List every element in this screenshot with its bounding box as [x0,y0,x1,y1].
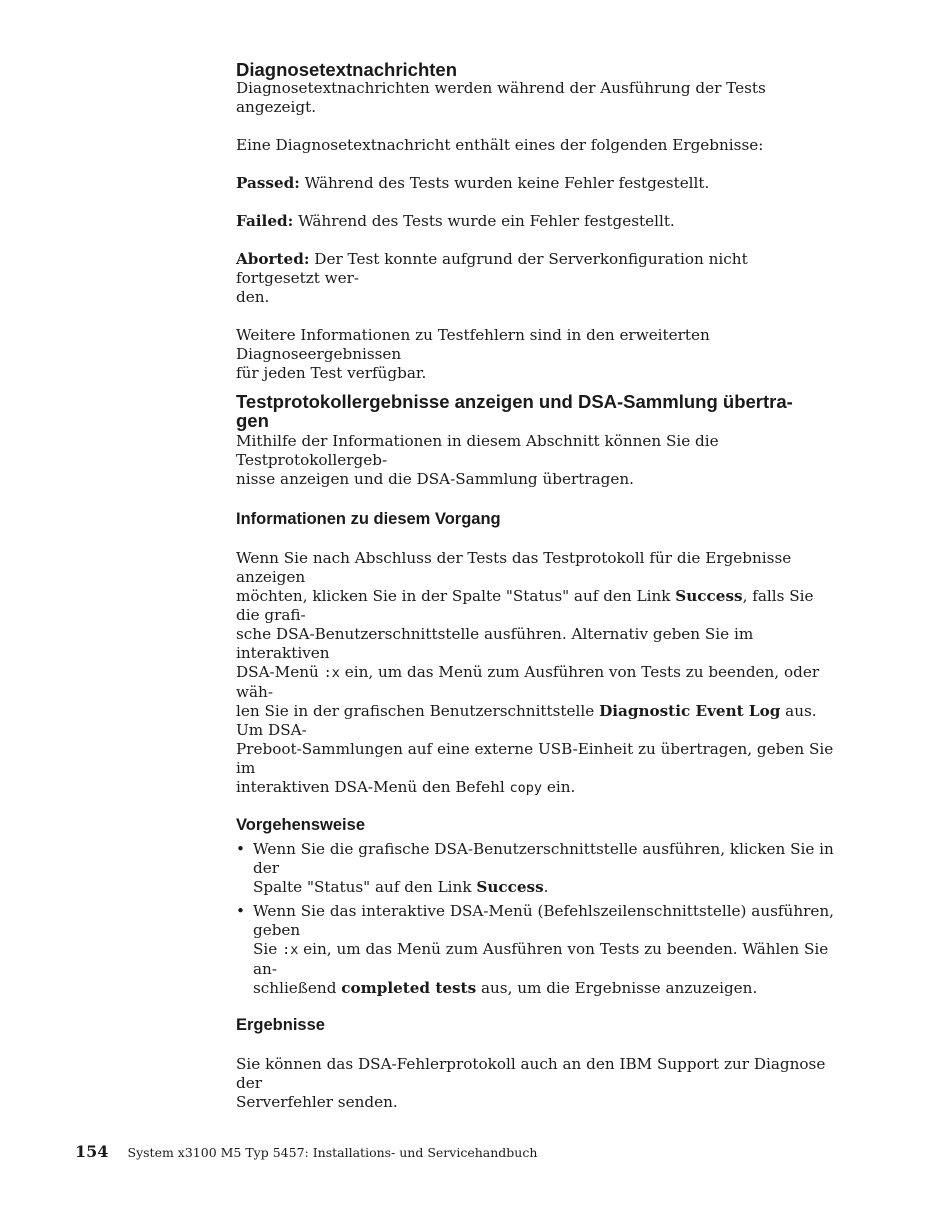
heading-ergebnisse: Ergebnisse [236,1016,325,1034]
heading-diagnosetextnachrichten: Diagnosetextnachrichten [236,59,458,80]
page-content [236,60,836,1112]
command-x: :x [323,665,340,681]
page-footer [75,1142,537,1161]
command-x: :x [282,942,299,958]
bullet-icon: • [236,902,245,920]
heading-testprotokollergebnisse: Testprotokollergebnisse anzeigen und DSA-Sammlung übertra- gen [236,391,793,431]
paragraph-results-intro: Eine Diagnosetextnachricht enthält eines der folgenden Ergebnisse: [236,136,764,154]
term-aborted: Aborted: [236,250,310,268]
result-aborted: Aborted: Der Test konnte aufgrund der Serverkonfiguration nicht fortgesetzt wer- den. [236,250,748,306]
term-completed-tests: completed tests [341,979,477,997]
term-failed: Failed: [236,212,294,230]
term-passed: Passed: [236,174,300,192]
term-diagnostic-event-log: Diagnostic Event Log [599,702,781,720]
list-item: • Wenn Sie die grafische DSA-Benutzerschnittstelle ausführen, klicken Sie in der Spalte "Status" auf den Link Success. [236,840,834,896]
paragraph-section2-intro: Mithilfe der Informationen in diesem Abschnitt können Sie die Testprotokollergeb- nisse anzeigen und die DSA-Sammlung übertragen. [236,432,719,488]
procedure-list [236,840,836,998]
list-item: • Wenn Sie das interaktive DSA-Menü (Befehlszeilenschnittstelle) ausführen, geben Sie :x ein, um das Menü zum Ausführen von Tests zu beenden. Wählen Sie an- schließend completed tests aus, um die Ergebnisse anzuzeigen. [236,902,834,997]
bullet-icon: • [236,840,245,858]
command-copy: copy [509,780,543,796]
link-success: Success [675,587,743,605]
paragraph-results: Sie können das DSA-Fehlerprotokoll auch an den IBM Support zur Diagnose der Serverfehler senden. [236,1055,826,1111]
result-passed: Passed: Während des Tests wurden keine Fehler festgestellt. [236,174,710,192]
link-success: Success [476,878,544,896]
result-failed: Failed: Während des Tests wurde ein Fehler festgestellt. [236,212,675,230]
book-title: System x3100 M5 Typ 5457: Installations- und Servicehandbuch [127,1145,538,1160]
paragraph-about: Wenn Sie nach Abschluss der Tests das Testprotokoll für die Ergebnisse anzeigen möchten, klicken Sie in der Spalte "Status" auf den Link Success, falls Sie die grafi- sche DSA-Benutzerschnittstelle ausführen. Alternativ geben Sie im interaktiven DSA-Menü :x ein, um das Menü zum Ausführen von Tests zu beenden, oder wäh- len Sie in der grafischen Benutzerschnittstelle Diagnostic Event Log aus. Um DSA- Preboot-Sammlungen auf eine externe USB-Einheit zu übertragen, geben Sie im interaktiven DSA-Menü den Befehl copy ein. [236,549,834,796]
paragraph-intro: Diagnosetextnachrichten werden während der Ausführung der Tests angezeigt. [236,79,766,116]
paragraph-more-info: Weitere Informationen zu Testfehlern sind in den erweiterten Diagnoseergebnissen für jeden Test verfügbar. [236,326,710,382]
heading-informationen-vorgang: Informationen zu diesem Vorgang [236,510,501,528]
heading-vorgehensweise: Vorgehensweise [236,816,365,834]
page-number: 154 [75,1142,109,1161]
